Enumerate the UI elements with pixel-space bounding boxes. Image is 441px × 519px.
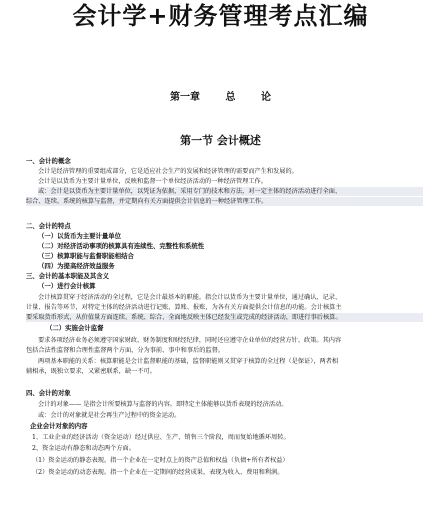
paragraph-line: 会计是以货币为主要计量单位，反映和监督一个单位经济活动的一种经济管理工作。: [38, 178, 267, 185]
heading-accounting-concept: 一、会计的概念: [26, 157, 71, 165]
subheading: （一）以货币为主要计量单位: [38, 232, 122, 240]
paragraph-line: 两项基本职能的关系：核算职能是会计监督职能的基础，监督职能则又贯穿于核算的全过程（是保证），两者相: [38, 358, 339, 365]
heading-accounting-features: 二、会计的特点: [26, 222, 71, 230]
paragraph-line: 综合、连续、系统的核算与监督，并定期向有关方面提供会计信息的一种经济管理工作。: [26, 197, 423, 206]
paragraph-line: 或：会计的对象就是社会再生产过程中的资金运动。: [38, 412, 181, 419]
subheading: 企业会计对象的内容: [30, 422, 88, 430]
paragraph-line: 包括合法性监督和合理性监督两个方面，分为事前、事中和事后的监督。: [26, 347, 224, 354]
paragraph-line: （1）资金运动的静态表现。指一个企业在一定时点上的资产总值和权益（负债+所有者权益）: [32, 457, 289, 464]
paragraph-line: （2）资金运动的动态表现。指一个企业在一定期间的经营成果，表现为收入、费用和利润。: [32, 469, 284, 476]
subheading: （二）实施会计监督: [46, 324, 104, 332]
paragraph-line: 计量、报告等环节，对特定主体的经济活动进行记账、算账、报账，为各有关方面提供会计信息的功能。会计核算主: [26, 304, 342, 311]
paragraph-line: 辅相承，既独立要求，又紧密联系，缺一不可。: [26, 368, 156, 375]
paragraph-line: 要采取货币形式，从价值量方面连续、系统、综合、全面地反映主体已经发生或完成的经济活动，即进行事后核算。: [26, 313, 423, 322]
paragraph-line: 会计是经济管理的重要组成部分，它是适应社会生产的发展和经济管理的需要而产生和发展的。: [38, 168, 298, 175]
document-title: 会计学+财务管理考点汇编: [72, 2, 369, 30]
paragraph-line: 会计核算贯穿于经济活动的全过程，它是会计最基本的职能。指会计以货币为主要计量单位，通过确认、记录、: [38, 294, 342, 301]
paragraph-line: 2、资金运动有静态和动态两个方面。: [32, 445, 135, 452]
paragraph-line: 要求各项经济业务必须遵守国家财政、财务制度和财经纪律，同时还应遵守企业单位的经营方针、政策。其内容: [38, 337, 342, 344]
subheading: （四）为提高经济效益服务: [38, 262, 115, 270]
section-heading: 第一节 会计概述: [180, 134, 261, 147]
paragraph-line: 会计的对象—— 是指会计所要核算与监督的内容。即特定主体能够以货币表现的经济活动。: [38, 401, 288, 408]
paragraph-line: 1、工业企业的经济活动（资金运动）经过供应、生产、销售三个阶段，周而复始地循环周转。: [32, 434, 290, 441]
heading-basic-functions: 三、会计的基本职能及其含义: [26, 272, 110, 280]
paragraph-line: 或：会计是以货币为主要计量单位，以凭证为依据，采用专门的技术和方法，对一定主体的经济活动进行全面、: [38, 187, 423, 196]
chapter-heading: 第一章 总 论: [170, 92, 271, 103]
subheading: （二）对经济活动事项的核算具有连续性、完整性和系统性: [38, 242, 205, 250]
heading-accounting-object: 四、会计的对象: [26, 389, 71, 397]
subheading: （三）核算职能与监督职能相结合: [38, 252, 134, 260]
subheading: （一）进行会计核算: [38, 282, 96, 290]
